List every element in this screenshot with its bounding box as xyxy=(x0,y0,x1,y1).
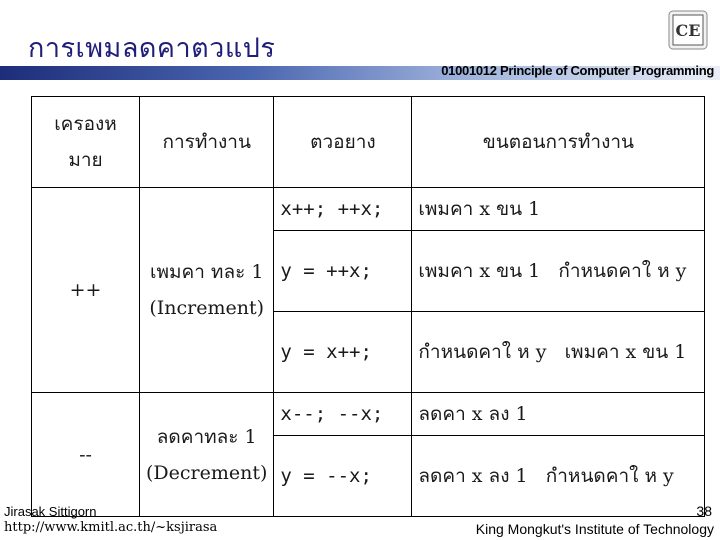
header-steps: ขนตอนการทำงาน xyxy=(412,97,705,188)
header-symbol: เครองห มาย xyxy=(32,97,140,188)
dec-symbol xyxy=(32,393,140,517)
table-header-row xyxy=(32,97,705,188)
inc-operation xyxy=(140,188,274,393)
inc-operation-en: (Increment) xyxy=(149,297,265,319)
header-operation: การทำงาน xyxy=(140,97,274,188)
ce-logo-icon xyxy=(668,10,708,50)
course-label: 01001012 Principle of Computer Programming xyxy=(441,63,714,78)
step-text: กำหนดคาใ ห y xyxy=(558,260,687,282)
dec-operation-en: (Decrement) xyxy=(146,461,268,484)
footer-url[interactable]: http://www.kmitl.ac.th/~ksjirasa xyxy=(4,520,218,535)
inc-example-0: x++; ++x; xyxy=(274,188,412,231)
dec-steps-0 xyxy=(412,393,705,436)
inc-symbol-text: ++ xyxy=(69,279,102,301)
svg-text:CE: CE xyxy=(675,21,701,40)
slide-title: การเพมลดคาตวแปร xyxy=(28,33,276,64)
inc-example-2: y = x++; xyxy=(274,312,412,393)
page-number: 38 xyxy=(696,503,712,519)
dec-operation-text: ลดคาทละ 1 xyxy=(156,425,257,448)
table-row xyxy=(32,188,705,231)
step-text: เพมคา x ขน 1 xyxy=(564,341,687,363)
operator-table xyxy=(31,96,705,517)
table-row xyxy=(32,393,705,436)
footer-institute: King Mongkut's Institute of Technology xyxy=(475,521,714,537)
inc-steps-2 xyxy=(412,312,705,393)
inc-steps-1 xyxy=(412,231,705,312)
dec-operation xyxy=(140,393,274,517)
footer-author: Jirasak Sittigorn xyxy=(4,504,97,519)
step-text: กำหนดคาใ ห y xyxy=(418,341,547,363)
dec-example-1: y = --x; xyxy=(274,436,412,517)
inc-steps-0 xyxy=(412,188,705,231)
inc-operation-text: เพมคา ทละ 1 xyxy=(149,261,264,283)
step-text: ลดคา x ลง 1 xyxy=(418,403,528,425)
header-example: ตวอยาง xyxy=(274,97,412,188)
inc-symbol xyxy=(32,188,140,393)
dec-steps-1 xyxy=(412,436,705,517)
step-text: เพมคา x ขน 1 xyxy=(418,260,541,282)
dec-symbol-text: -- xyxy=(79,443,92,466)
inc-example-1: y = ++x; xyxy=(274,231,412,312)
dec-example-0: x--; --x; xyxy=(274,393,412,436)
step-text: กำหนดคาใ ห y xyxy=(545,465,674,487)
step-text: ลดคา x ลง 1 xyxy=(418,465,528,487)
step-text: เพมคา x ขน 1 xyxy=(418,198,541,220)
